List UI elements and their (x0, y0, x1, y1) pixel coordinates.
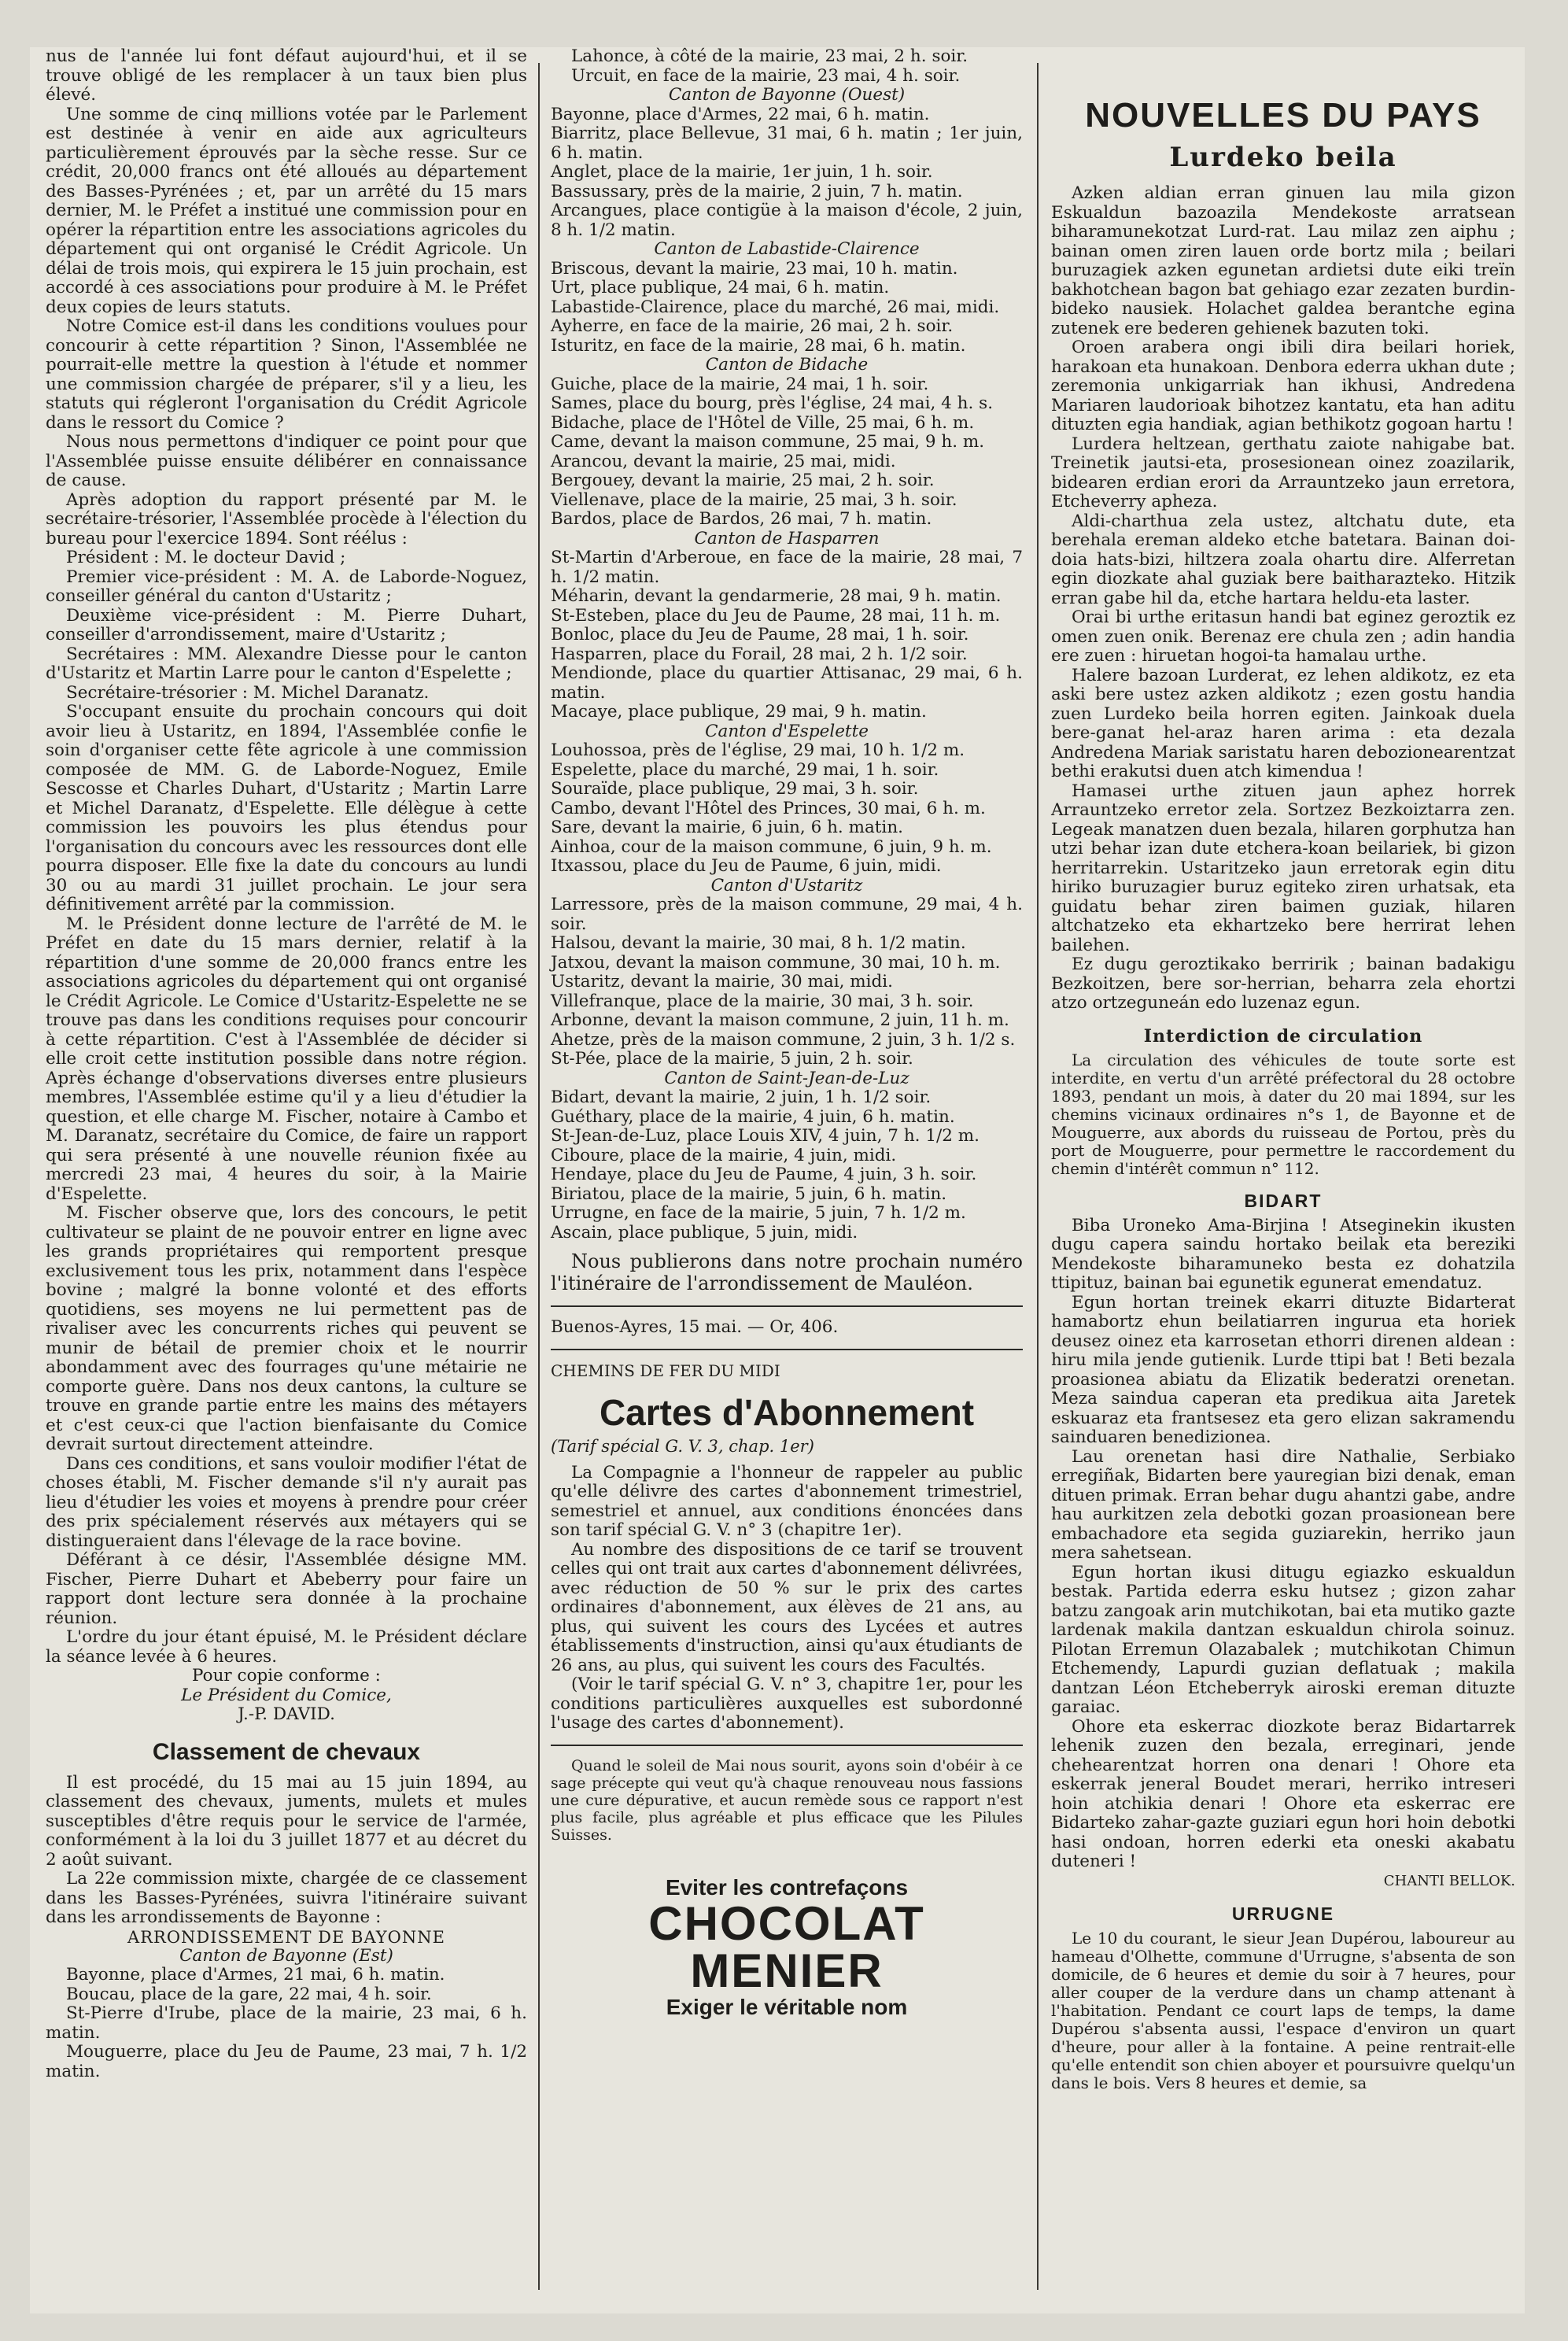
divider (551, 1305, 1023, 1307)
itinerary-entry: Urrugne, en face de la mairie, 5 juin, 7 h. 1/2 m. (551, 1203, 966, 1223)
itinerary-entry: Ciboure, place de la mairie, 4 juin, midi. (551, 1145, 897, 1165)
itinerary-entry: Souraïde, place publique, 29 mai, 3 h. soir. (551, 779, 919, 799)
signature: CHANTI BELLOK. (1383, 1872, 1515, 1889)
paragraph: Oroen arabera ongi ibili dira beilari horiek, harakoan eta hunakoan. Denbora ederra ukhan dute ; zeremonia unkigarriak han ikhusi, Andredena Mariaren laudorioak bihotzez kantatu, eta han aditu dituzten egia handiak, agian bethikotz gogoan hartu ! (1051, 338, 1515, 434)
paragraph: Halere bazoan Lurderat, ez lehen aldikotz, ez eta aski bere ustez azken aldikotz ; ezen gostu handia zuen Lurdeko beila horren egiten. Jainkoak duela bere-ganat hel-araz haren arima : eta dezala Andredena Mariak saristatu haren debozionearentzat bethi erakutsi duen atch kimendua ! (1051, 665, 1515, 781)
paragraph: Nous nous permettons d'indiquer ce point pour que l'Assemblée puisse ensuite délibérer en connaissance de cause. (46, 432, 527, 490)
signature-title: Le Président du Comice, (181, 1685, 392, 1705)
itinerary-entry: Bayonne, place d'Armes, 22 mai, 6 h. matin. (551, 104, 930, 124)
canton-heading: Canton de Saint-Jean-de-Luz (664, 1068, 909, 1088)
itinerary-entry: Larressore, près de la maison commune, 29 mai, 4 h. soir. (551, 895, 1023, 934)
classement-title: Classement de chevaux (152, 1738, 421, 1765)
canton-heading: Canton de Bayonne (Ouest) (668, 85, 906, 105)
itinerary-entry: Arancou, devant la mairie, 25 mai, midi. (551, 451, 896, 471)
paragraph: Après adoption du rapport présenté par M. le secrétaire-trésorier, l'Assemblée procède à l'élection du bureau pour l'exercice 1894. Sont réélus : (46, 489, 527, 548)
canton-heading: Canton d'Ustaritz (710, 875, 863, 895)
divider (551, 1745, 1023, 1746)
paragraph: Secrétaires : MM. Alexandre Diesse pour le canton d'Ustaritz et Martin Larre pour le canton d'Espelette ; (46, 644, 527, 683)
itinerary-entry: Bardos, place de Bardos, 26 mai, 7 h. matin. (551, 509, 932, 529)
itinerary-entry: Villefranque, place de la mairie, 30 mai, 3 h. soir. (551, 991, 974, 1011)
pilules-ad: Quand le soleil de Mai nous sourit, ayons soin d'obéir à ce sage précepte qui veut qu'à chaque renouveau nous fassions une cure dépurative, et aucun remède sous ce rapport n'est plus facile, plus agréable et plus efficace que les Pilules Suisses. (551, 1756, 1023, 1844)
itinerary-entry: Bidache, place de l'Hôtel de Ville, 25 mai, 6 h. m. (551, 412, 975, 433)
itinerary-entry: Sare, devant la mairie, 6 juin, 6 h. matin. (551, 818, 903, 837)
itinerary-entry: Hasparren, place du Forail, 28 mai, 2 h. 1/2 soir. (551, 644, 968, 664)
itinerary-entry: Isturitz, en face de la mairie, 28 mai, 6 h. matin. (551, 335, 966, 356)
itinerary-entry: Biarritz, place Bellevue, 31 mai, 6 h. matin ; 1er juin, 6 h. matin. (551, 124, 1023, 163)
itinerary-entry: St-Esteben, place du Jeu de Paume, 28 mai, 11 h. m. (551, 605, 1001, 626)
paragraph: Le 10 du courant, le sieur Jean Dupérou, laboureur au hameau d'Olhette, commune d'Urrugne, s'absenta de son domicile, de 6 heures et demie du soir à 7 heures, pour aller couper de la verdure dans un champ attenant à l'habitation. Pendant ce court laps de temps, la dame Dupérou s'absenta aussi, l'espace d'environ un quart d'heure, pour aller à la fontaine. A peine rentrait-elle qu'elle entendit son chien aboyer et poursuivre quelqu'un dans le bois. Vers 8 heures et demie, sa (1051, 1929, 1515, 2092)
paragraph: Notre Comice est-il dans les conditions voulues pour concourir à cette répartition ? Sinon, l'Assemblée ne pourrait-elle mettre la question à l'étude et nommer une commission chargée de préparer, s'il y a lieu, les statuts qui régleront l'organisation du Crédit Agricole dans le ressort du Comice ? (46, 316, 527, 433)
paragraph: Président : M. le docteur David ; (66, 548, 346, 567)
itinerary-entry: Halsou, devant la mairie, 30 mai, 8 h. 1/2 matin. (551, 933, 966, 953)
column-rule (538, 63, 540, 2290)
itinerary-entry: Macaye, place publique, 29 mai, 9 h. matin. (551, 702, 927, 722)
cartes-subtitle: (Tarif spécial G. V. 3, chap. 1er) (551, 1436, 814, 1456)
paragraph: Ez dugu geroztikako berririk ; bainan badakigu Bezkoitzen, bere sor-herrian, beharra zela ehortzi atzo ortzeguneán edo luzenaz egun. (1051, 954, 1515, 1013)
newspaper-page (30, 47, 1525, 2313)
chemins-heading: CHEMINS DE FER DU MIDI (551, 1361, 780, 1380)
itinerary-entry: Louhossoa, près de l'église, 29 mai, 10 h. 1/2 m. (551, 740, 965, 760)
paragraph: Azken aldian erran ginuen lau mila gizon Eskualdun bazoazila Mendekoste arratsean biharamunekotzat Lurd-rat. Lau milaz zen aiphu ; bainan omen ziren lauen orde bortz mila ; beilari buruzagiek azken egunetan ardietsi dute eiki treïn bakhotchean bagon bat gehiago ezar zezaten burdin-bideko nausiek. Holachet galdea berantche egina zutenek ere bederen gehienek bazuten toki. (1051, 183, 1515, 338)
arrondissement-heading: ARRONDISSEMENT DE BAYONNE (127, 1927, 445, 1947)
itinerary-entry: Mendionde, place du quartier Attisanac, 29 mai, 6 h. matin. (551, 663, 1023, 703)
itinerary-entry: Urt, place publique, 24 mai, 6 h. matin. (551, 278, 890, 297)
itinerary-entry: Ustaritz, devant la mairie, 30 mai, midi. (551, 972, 894, 991)
column-right (1051, 47, 1515, 2092)
itinerary-entry: Bonloc, place du Jeu de Paume, 28 mai, 1 h. soir. (551, 625, 969, 644)
canton-heading: Canton de Labastide-Clairence (654, 239, 920, 259)
paragraph: Au nombre des dispositions de ce tarif se trouvent celles qui ont trait aux cartes d'abonnement délivrées, avec réduction de 50 % sur le prix des cartes ordinaires d'abonnement, aux élèves de 21 ans, au plus, qui suivent les cours des Lycées et autres établissements d'instruction, ainsi qu'aux étudiants de 26 ans, au plus, qui suivent les cours des Facultés. (551, 1539, 1023, 1675)
paragraph: La Compagnie a l'honneur de rappeler au public qu'elle délivre des cartes d'abonnement trimestriel, semestriel et annuel, aux conditions énoncées dans son tarif spécial G. V. n° 3 (chapitre 1er). (551, 1462, 1023, 1540)
itinerary-entry: Briscous, devant la mairie, 23 mai, 10 h. matin. (551, 258, 958, 279)
copy-conforme: Pour copie conforme : (192, 1666, 381, 1686)
paragraph: La 22e commission mixte, chargée de ce classement dans les Basses-Pyrénées, suivra l'itinéraire suivant dans les arrondissements de Bayonne : (46, 1869, 527, 1927)
chocolat-menier-ad (551, 1875, 1023, 2020)
paragraph: Aldi-charthua zela ustez, altchatu dute, eta berehala ereman aldeko etche batetara. Bainan doi-doia hats-bizi, hiltzera zoala ohartu dire. Alferretan egin diozkate ahal guziak bere baitharazteko. Hitzik erran gabe hil da, etche hartara heldu-eta laster. (1051, 511, 1515, 608)
itinerary-entry: Came, devant la maison commune, 25 mai, 9 h. m. (551, 432, 985, 452)
closing-note: Nous publierons dans notre prochain numéro l'itinéraire de l'arrondissement de Mauléon. (551, 1250, 1023, 1294)
paragraph: nus de l'année lui font défaut aujourd'hui, et il se trouve obligé de les remplacer à un taux bien plus élevé. (46, 46, 527, 105)
itinerary-entry: Labastide-Clairence, place du marché, 26 mai, midi. (551, 297, 1000, 317)
itinerary-entry: Ahetze, près de la maison commune, 2 juin, 3 h. 1/2 s. (551, 1029, 1016, 1050)
ad-line: Exiger le véritable nom (666, 1994, 908, 2019)
paragraph: M. le Président donne lecture de l'arrêté de M. le Préfet en date du 15 mars dernier, relatif à la répartition d'une somme de 20,000 francs entre les associations agricoles du département qui ont organisé le Crédit Agricole. Le Comice d'Ustaritz-Espelette ne se trouve pas dans les conditions requises pour concourir à cette répartition. C'est à l'Assemblée de décider si elle croit cette institution possible dans notre région. Après échange d'observations diverses entre plusieurs membres, l'Assemblée estime qu'il y a lieu d'étudier la question, et elle charge M. Fischer, notaire à Cambo et M. Daranatz, secrétaire du Comice, de faire un rapport qui sera présenté à une nouvelle réunion fixée au mercredi 23 mai, 4 heures du soir, à la Mairie d'Espelette. (46, 914, 527, 1204)
article-title: Lurdeko beila (1169, 142, 1397, 173)
article-title: Interdiction de circulation (1143, 1025, 1423, 1047)
itinerary-entry: Méharin, devant la gendarmerie, 28 mai, 9 h. matin. (551, 586, 1002, 606)
itinerary-entry: Ascain, place publique, 5 juin, midi. (551, 1222, 858, 1243)
paragraph: Il est procédé, du 15 mai au 15 juin 1894, au classement des chevaux, juments, mulets et mules susceptibles d'être requis pour le service de l'armée, conformément à la loi du 3 juillet 1877 et au décret du 2 août suivant. (46, 1772, 527, 1870)
paragraph: Lurdera heltzean, gerthatu zaiote nahigabe bat. Treinetik jautsi-eta, prosesionean oinez zoazilarik, bidearen erdian erori da Arrauntzeko jaun erretora, Etcheverry apheza. (1051, 434, 1515, 511)
paragraph: S'occupant ensuite du prochain concours qui doit avoir lieu à Ustaritz, en 1894, l'Assemblée confie le soin d'organiser cette fête agricole à une commission composée de MM. G. de Laborde-Noguez, Emile Sescosse et Charles Duhart, d'Ustaritz ; Martin Larre et Michel Daranatz, d'Espelette. Elle délègue à cette commission les pouvoirs les plus étendus pour l'organisation du concours avec les ressources dont elle pourra disposer. Elle fixe la date du concours au lundi 30 ou au mardi 31 juillet prochain. Le jour sera définitivement arrêté par la commission. (46, 702, 527, 914)
paragraph: L'ordre du jour étant épuisé, M. le Président déclare la séance levée à 6 heures. (46, 1627, 527, 1667)
itinerary-entry: St-Martin d'Arberoue, en face de la mairie, 28 mai, 7 h. 1/2 matin. (551, 548, 1023, 587)
paragraph: Biba Uroneko Ama-Birjina ! Atseginekin ikusten dugu capera saindu hortako beilak eta bereziki Mendekoste biharamuneko besta ez dohatzila ttipituz, bainan bai egunetik egunerat emendatuz. (1051, 1215, 1515, 1293)
itinerary-entry: Bayonne, place d'Armes, 21 mai, 6 h. matin. (66, 1965, 445, 1985)
itinerary-entry: Sames, place du bourg, près l'église, 24 mai, 4 h. s. (551, 393, 994, 413)
paragraph: Premier vice-président : M. A. de Laborde-Noguez, conseiller général du canton d'Ustaritz ; (46, 567, 527, 606)
paragraph: Déférant à ce désir, l'Assemblée désigne MM. Fischer, Pierre Duhart et Abeberry pour faire un rapport dont lecture sera donnée à la prochaine réunion. (46, 1550, 527, 1628)
ad-line: Eviter les contrefaçons (665, 1874, 909, 1900)
canton-heading: Canton de Bayonne (Est) (179, 1945, 393, 1966)
itinerary-entry: Cambo, devant l'Hôtel des Princes, 30 mai, 6 h. m. (551, 798, 986, 818)
paragraph: Une somme de cinq millions votée par le Parlement est destinée à venir en aide aux agriculteurs particulièrement éprouvés par la sèche resse. Sur ce crédit, 20,000 francs ont été alloués au département des Basses-Pyrénées ; et, par un arrêté du 15 mars dernier, M. le Préfet a institué une commission pour en opérer la répartition entre les associations agricoles du département qui ont organisé le Crédit Agricole. Un délai de trois mois, qui expirera le 15 juin prochain, est accordé à ces associations pour produire à M. le Préfet deux copies de leurs statuts. (46, 104, 527, 317)
column-left (46, 47, 527, 2081)
paragraph: Ohore eta eskerrac diozkote beraz Bidartarrek lehenik zuzen den bezala, erreginari, jende chehearentzat horren ona denari ! Ohore eta eskerrak jeneral Boudet merari, herriko intreseri hoin atchikia denari ! Ohore eta eskerrac ere Bidarteko zahar-gazte guziari egun hori hoin debotki hasi ondoan, horren ederki eta oneski akabatu duteneri ! (1051, 1716, 1515, 1871)
itinerary-entry: Lahonce, à côté de la mairie, 23 mai, 2 h. soir. (571, 46, 968, 66)
column-rule (1037, 63, 1039, 2290)
section-title: NOUVELLES DU PAYS (1085, 96, 1481, 135)
itinerary-entry: Ayherre, en face de la mairie, 26 mai, 2 h. soir. (551, 316, 954, 336)
paragraph: Egun hortan treinek ekarri dituzte Bidarterat hamabortz ehun beilatiarren ingurua eta horiek deusez oinez eta karrosetan ethorri direnen aldean : hiru mila jende gutienik. Lurde ttipi bat ! Beti bezala proasionea abiatu da Elizatik bederatzi orenetan. Meza saindua caperan eta predikua aita Jaretek eskuaraz eta frantsesez eta gero elizan sakramendu sainduaren benedizionea. (1051, 1292, 1515, 1447)
itinerary-entry: Bassussary, près de la mairie, 2 juin, 7 h. matin. (551, 181, 963, 201)
ad-line: MENIER (690, 1944, 884, 1997)
paragraph: La circulation des véhicules de toute sorte est interdite, en vertu d'un arrêté préfectoral du 28 octobre 1893, pendant un mois, à dater du 20 mai 1894, sur les chemins vicinaux ordinaires n°s 1, de Bayonne et de Mouguerre, aux abords du ruisseau de Portou, près du port de Mouguerre, pour permettre le raccordement du chemin d'intérêt commun n° 112. (1051, 1050, 1515, 1178)
itinerary-entry: Arcangues, place contigüe à la maison d'école, 2 juin, 8 h. 1/2 matin. (551, 201, 1023, 240)
itinerary-entry: Biriatou, place de la mairie, 5 juin, 6 h. matin. (551, 1183, 947, 1204)
itinerary-entry: St-Pée, place de la mairie, 5 juin, 2 h. soir. (551, 1049, 913, 1069)
itinerary-entry: Anglet, place de la mairie, 1er juin, 1 h. soir. (551, 162, 933, 182)
paragraph: Hamasei urthe zituen jaun aphez horrek Arrauntzeko erretor zela. Sortzez Bezkoiztarra zen. Legeak manatzen duen bezala, hilaren gorphutza han utzi behar izan dute etchera-koan beilariek, bi gizon herritarrekin. Ustaritzeko jaun erretorak egin ditu hiriko buruzagier buruz egiteko ziren urhatsak, eta guidatu behar ziren baimen guziak, hilaren altchatzeko eta ekhartzeko bere herrirat lehen bailehen. (1051, 781, 1515, 955)
itinerary-entry: St-Jean-de-Luz, place Louis XIV, 4 juin, 7 h. 1/2 m. (551, 1126, 980, 1146)
itinerary-entry: Mouguerre, place du Jeu de Paume, 23 mai, 7 h. 1/2 matin. (46, 2042, 527, 2081)
itinerary-entry: Urcuit, en face de la mairie, 23 mai, 4 h. soir. (571, 65, 961, 86)
paragraph: Egun hortan ikusi ditugu egiazko eskualdun bestak. Partida ederra esku hutsez ; gizon zahar batzu zangoak arin mutchikotan, bai eta mutiko gazte lardenak makila dantzan eskualdun chirola soinuz. Pilotan Erremun Olazabalek ; mutchikotan Chimun Etchemendy, Lapurdi guzian deflatuak ; makila dantzan Léon Etcheberryk airoski ereman dituzte garaiac. (1051, 1562, 1515, 1717)
canton-heading: Canton de Bidache (705, 355, 869, 375)
itinerary-entry: Ainhoa, cour de la maison commune, 6 juin, 9 h. m. (551, 836, 992, 857)
itinerary-entry: Guéthary, place de la mairie, 4 juin, 6 h. matin. (551, 1106, 955, 1127)
itinerary-entry: Arbonne, devant la maison commune, 2 juin, 11 h. m. (551, 1010, 1009, 1030)
ad-line: CHOCOLAT (648, 1896, 925, 1950)
column-middle (551, 47, 1023, 2020)
itinerary-entry: St-Pierre d'Irube, place de la mairie, 23 mai, 6 h. matin. (46, 2003, 527, 2043)
paragraph: Deuxième vice-président : M. Pierre Duhart, conseiller d'arrondissement, maire d'Ustaritz ; (46, 605, 527, 644)
paragraph: M. Fischer observe que, lors des concours, le petit cultivateur se plaint de ne pouvoir entrer en ligne avec les grands propriétaires qui remportent presque exclusivement tous les prix, notamment dans l'espèce bovine ; malgré la bonne volonté et des efforts quotidiens, ses moyens ne lui permettent pas de rivaliser avec les concurrents riches qui peuvent se munir de bétail de premier choix et le nourrir abondamment avec des fourrages qu'une métairie ne comporte guère. Dans nos deux cantons, la culture se trouve en grande partie entre les mains des métayers et c'est ceux-ci que l'action bienfaisante du Comice devrait surtout directement atteindre. (46, 1203, 527, 1454)
itinerary-entry: Espelette, place du marché, 29 mai, 1 h. soir. (551, 759, 939, 780)
itinerary-entry: Guiche, place de la mairie, 24 mai, 1 h. soir. (551, 374, 929, 394)
itinerary-entry: Bidart, devant la mairie, 2 juin, 1 h. 1/2 soir. (551, 1087, 932, 1107)
article-title: BIDART (1244, 1190, 1323, 1211)
canton-heading: Canton d'Espelette (705, 721, 869, 741)
cartes-title: Cartes d'Abonnement (599, 1391, 975, 1433)
paragraph: Secrétaire-trésorier : M. Michel Daranatz. (66, 682, 430, 703)
buenos-ayres-quote: Buenos-Ayres, 15 mai. — Or, 406. (551, 1317, 839, 1337)
paragraph: Orai bi urthe eritasun handi bat eginez geroztik ez omen zuen onik. Berenaz ere chula zen ; adin handia ere zuen : hiruetan hogoi-ta hamalau urthe. (1051, 607, 1515, 666)
paragraph: Lau orenetan hasi dire Nathalie, Serbiako erregiñak, Bidarten bere yauregian bizi denak, eman dituen primak. Erran behar dugu ahantzi gabe, andre hau aurkitzen zela debotki gozan proasionean bere embachadore eta segida guziarekin, herriko jaun mera sahetsean. (1051, 1446, 1515, 1563)
canton-heading: Canton de Hasparren (694, 528, 880, 548)
signature-name: J.-P. DAVID. (238, 1704, 335, 1724)
itinerary-entry: Jatxou, devant la maison commune, 30 mai, 10 h. m. (551, 952, 1001, 973)
itinerary-entry: Hendaye, place du Jeu de Paume, 4 juin, 3 h. soir. (551, 1165, 977, 1184)
itinerary-entry: Viellenave, place de la mairie, 25 mai, 3 h. soir. (551, 489, 957, 510)
article-title: URRUGNE (1231, 1903, 1335, 1924)
itinerary-entry: Boucau, place de la gare, 22 mai, 4 h. soir. (66, 1984, 432, 2004)
itinerary-entry: Bergouey, devant la mairie, 25 mai, 2 h. soir. (551, 471, 935, 490)
canton-list (551, 86, 1023, 1243)
paragraph: Dans ces conditions, et sans vouloir modifier l'état de choses établi, M. Fischer demande s'il n'y aurait pas lieu d'étudier les voies et moyens à prendre pour créer des prix spécialement réservés aux métayers qui se distingueraient dans l'élevage de la race bovine. (46, 1453, 527, 1551)
divider (551, 1349, 1023, 1350)
paragraph: (Voir le tarif spécial G. V. n° 3, chapitre 1er, pour les conditions particulières auxquelles est subordonné l'usage des cartes d'abonnement). (551, 1675, 1023, 1733)
itinerary-entry: Itxassou, place du Jeu de Paume, 6 juin, midi. (551, 856, 942, 876)
